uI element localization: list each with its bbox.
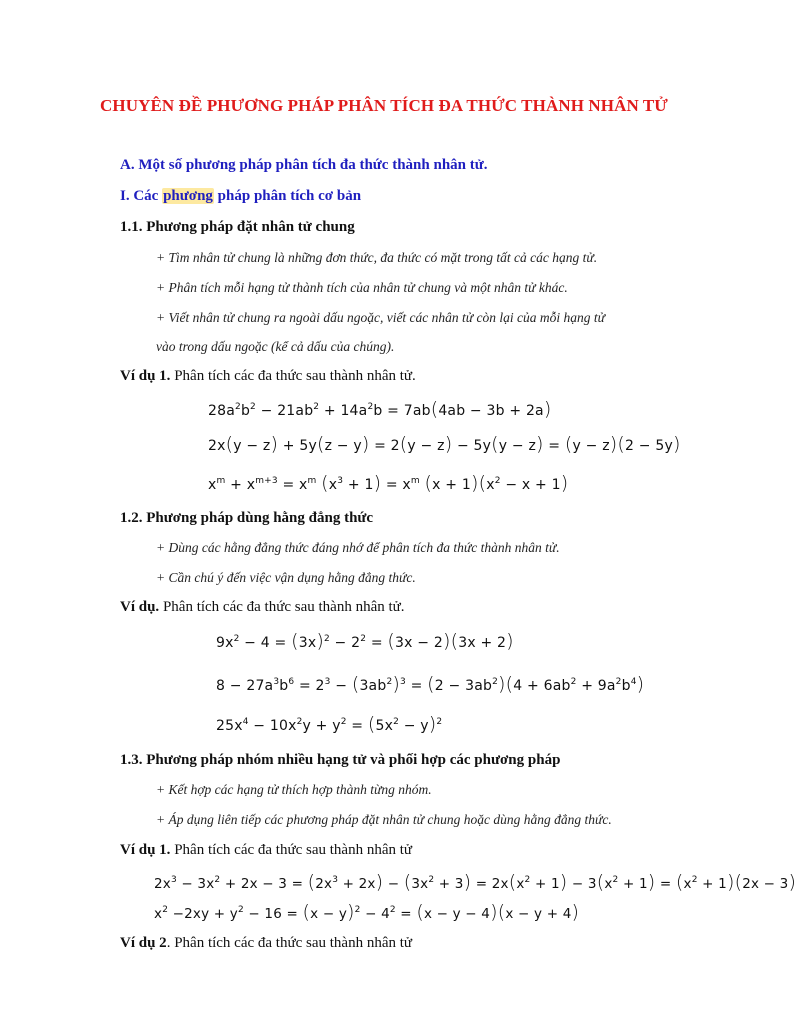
example-label: Ví dụ 2 [120, 935, 167, 951]
s11-bullet-2: + Phân tích mỗi hạng tử thành tích của nhân tử chung và một nhân tử khác. [156, 280, 568, 295]
s11-bullet-3: + Viết nhân tử chung ra ngoài dấu ngoặc, viết các nhân tử còn lại của mỗi hạng tử [156, 310, 606, 325]
example-text: Phân tích các đa thức sau thành nhân tử. [159, 599, 405, 615]
subsection-1-2-heading: 1.2. Phương pháp dùng hằng đẳng thức [120, 510, 374, 526]
formula-4: $9x^2 - 4 = (3x)^2 - 2^2 = (3x - 2)(3x + 2)$ [216, 630, 514, 652]
s11-bullet-1: + Tìm nhân tử chung là những đơn thức, đa thức có mặt trong tất cả các hạng tử. [156, 250, 598, 265]
highlighted-word: phương [163, 188, 213, 204]
formula-2: 2x(y − z) + 5y(z − y) = 2(y − z) − 5y(y − z) = (y − z)(2 − 5y) [208, 433, 681, 455]
formula-8: $x^2 -2xy + y^2 - 16 = (x - y)^2 - 4^2 = (x - y - 4)(x - y + 4)$ [154, 901, 580, 923]
example-label: Ví dụ 1. [120, 368, 171, 384]
subsection-1-1-heading: 1.1. Phương pháp đặt nhân tử chung [120, 219, 355, 235]
section-i-heading [120, 188, 361, 205]
formula-7: $2x^3 - 3x^2 + 2x - 3 = (2x^3 + 2x) - (3x^2 + 3) = 2x(x^2 + 1) - 3(x^2 + 1) = (x^2 + 1)(2x - 3)$ [154, 871, 796, 893]
s13-bullet-2: + Áp dụng liên tiếp các phương pháp đặt nhân tử chung hoặc dùng hằng đẳng thức. [156, 812, 612, 827]
s13-example-2-line [120, 935, 412, 952]
formula-1: $28a^2b^2 - 21ab^2 + 14a^2b = 7ab(4ab - 3b + 2a)$ [208, 398, 552, 420]
s12-bullet-1: + Dùng các hằng đẳng thức đáng nhớ để phân tích đa thức thành nhân tử. [156, 540, 560, 555]
s13-example-1-line [120, 842, 412, 859]
page-title: CHUYÊN ĐỀ PHƯƠNG PHÁP PHÂN TÍCH ĐA THỨC THÀNH NHÂN TỬ [100, 96, 668, 115]
formula-6: $25x^4 - 10x^2y + y^2 = (5x^2 - y)^2$ [216, 713, 443, 735]
section-i-suffix: pháp phân tích cơ bản [213, 188, 362, 204]
example-label: Ví dụ 1. [120, 842, 171, 858]
formula-3: $x^m + x^{m+3} = x^m$ $(x^3 + 1) = x^m$ $(x + 1)(x^2 - x + 1)$ [208, 472, 569, 494]
example-text: . Phân tích các đa thức sau thành nhân tử [166, 935, 413, 951]
s12-example-line [120, 599, 405, 616]
example-text: Phân tích các đa thức sau thành nhân tử. [170, 368, 416, 384]
s11-bullet-3-cont: vào trong dấu ngoặc (kể cả dấu của chúng). [156, 339, 395, 354]
example-text: Phân tích các đa thức sau thành nhân tử [170, 842, 413, 858]
s12-bullet-2: + Cần chú ý đến việc vận dụng hằng đẳng thức. [156, 570, 416, 585]
formula-5: $8 - 27a^3b^6 = 2^3 - (3ab^2)^3 = (2 - 3ab^2)(4 + 6ab^2 + 9a^2b^4)$ [216, 673, 645, 695]
s11-example-line [120, 368, 416, 385]
section-a-heading: A. Một số phương pháp phân tích đa thức thành nhân tử. [120, 157, 488, 173]
s13-bullet-1: + Kết hợp các hạng tử thích hợp thành từng nhóm. [156, 782, 432, 797]
section-i-prefix: I. Các [120, 188, 163, 204]
example-label: Ví dụ. [120, 599, 160, 615]
subsection-1-3-heading: 1.3. Phương pháp nhóm nhiều hạng tử và phối hợp các phương pháp [120, 752, 561, 768]
